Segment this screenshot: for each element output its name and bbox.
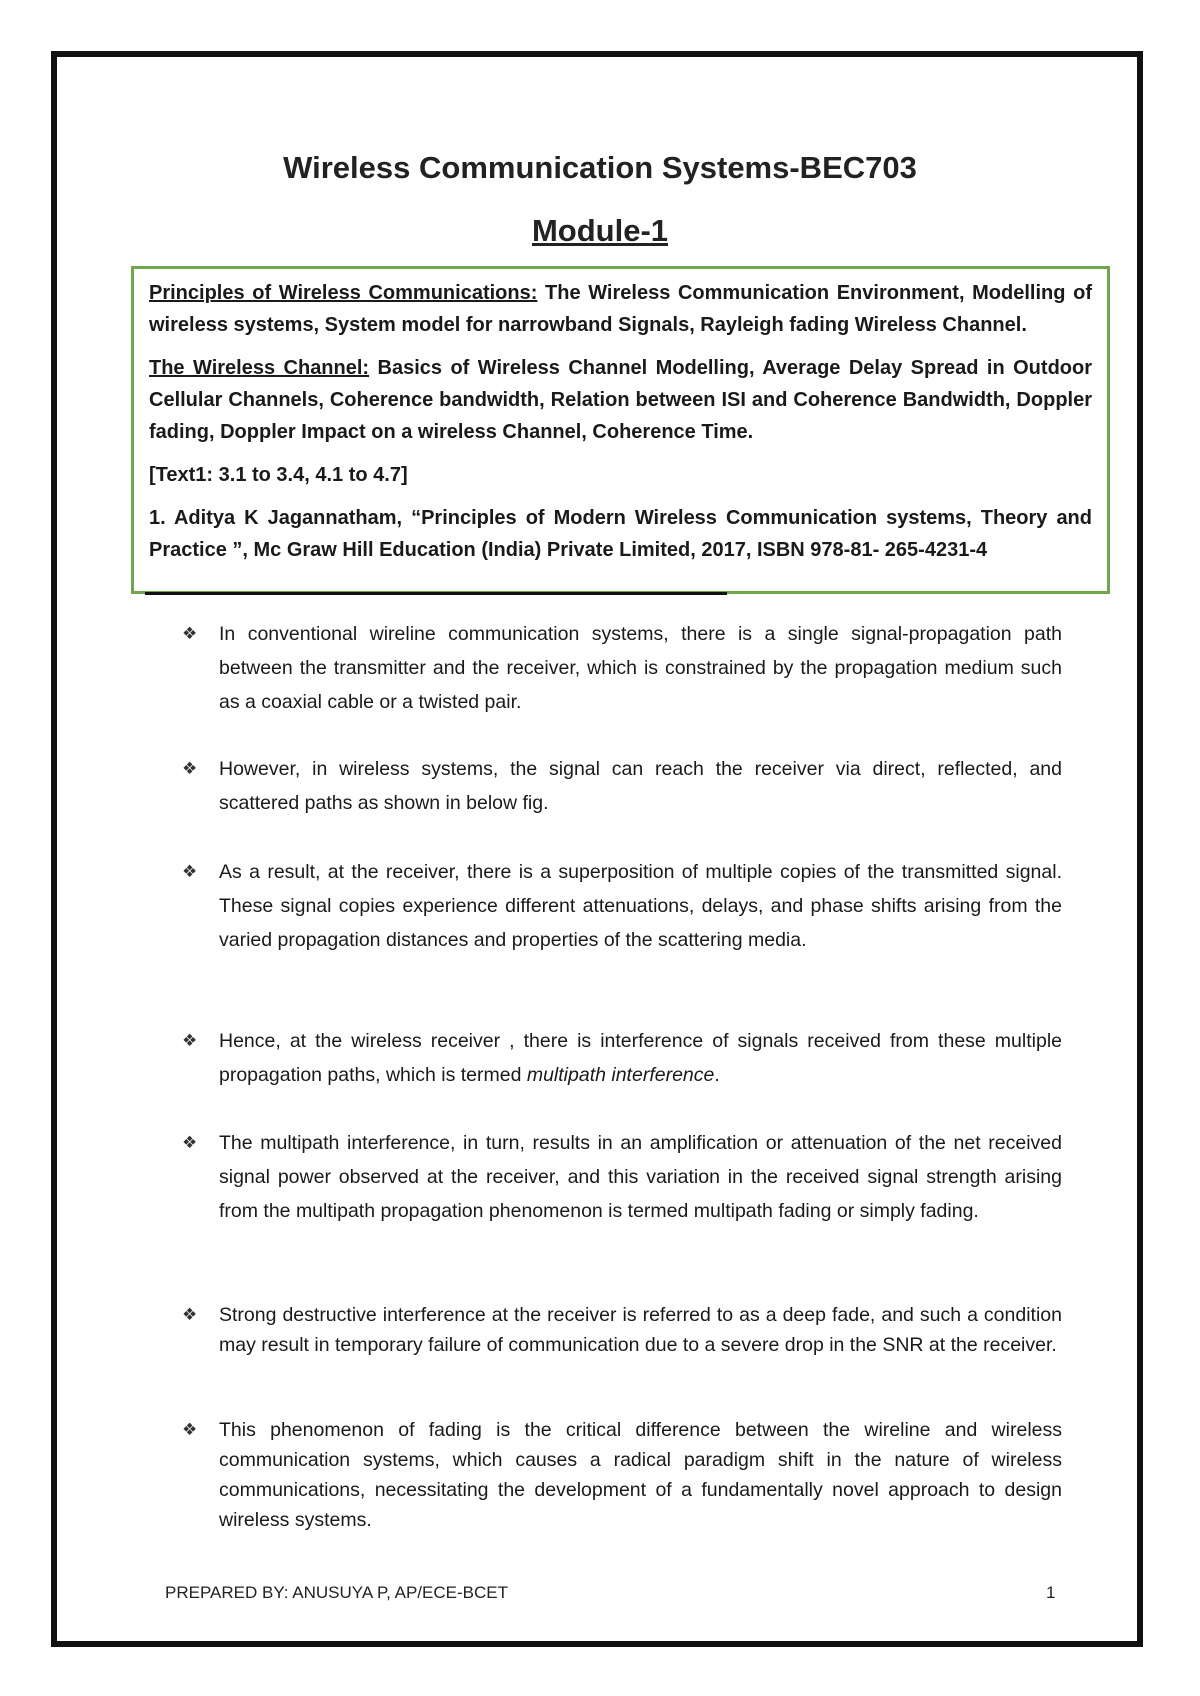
bullet-item-7 [182,1415,1062,1535]
bullet-text: As a result, at the receiver, there is a superposition of multiple copies of the transmitted signal. These signal copies experience different attenuations, delays, and phase shifts arising from the varied propagation distances and properties of the scattering media. [219,861,1062,951]
bullet-text-after: . [714,1064,720,1086]
syllabus-paragraph-2 [149,352,1092,448]
bullet-text: However, in wireless systems, the signal can reach the receiver via direct, reflected, and scattered paths as shown in below fig. [219,758,1062,814]
bullet-text: In conventional wireline communication systems, there is a single signal-propagation path between the transmitter and the receiver, which is constrained by the propagation medium such as a coaxial cable or a twisted pair. [219,623,1062,713]
bullet-text-before: Hence, at the wireless receiver , there is interference of signals received from these multiple propagation paths, which is termed [219,1030,1062,1086]
syllabus-text-channel: Basics of Wireless Channel Modelling, Average Delay Spread in Outdoor Cellular Channels, Coherence bandwidth, Relation between ISI and Coherence Bandwidth, Doppler fading, Doppler Impact on a wireless Channel, Coherence Time. [149,357,1092,443]
syllabus-text-reference: [Text1: 3.1 to 3.4, 4.1 to 4.7] [149,464,408,486]
bullet-text: This phenomenon of fading is the critical difference between the wireline and wireless communication systems, which causes a radical paradigm shift in the nature of wireless communications, necessitating the development of a fundamentally novel approach to design wireless systems. [219,1419,1062,1531]
diamond-bullet-icon: ❖ [182,862,198,881]
bullet-item-4 [182,1024,1062,1092]
bullet-text [219,1024,1062,1092]
diamond-bullet-icon: ❖ [182,1420,198,1439]
bullet-item-5 [182,1126,1062,1228]
bullet-text-emphasis: multipath interference [526,1064,715,1086]
diamond-bullet-icon: ❖ [182,1031,198,1050]
diamond-bullet-icon: ❖ [182,1133,198,1152]
syllabus-paragraph-1 [149,277,1092,341]
bullet-text: Strong destructive interference at the receiver is referred to as a deep fade, and such a condition may result in temporary failure of communication due to a severe drop in the SNR at the receiver. [219,1304,1062,1356]
bullet-item-3 [182,855,1062,957]
footer-prepared-by: PREPARED BY: ANUSUYA P, AP/ECE-BCET [165,1583,508,1602]
syllabus-textbook: 1. Aditya K Jagannatham, “Principles of Modern Wireless Communication systems, Theory and Practice ”, Mc Graw Hill Education (India) Private Limited, 2017, ISBN 978-81- 265-4231-4 [149,507,1092,561]
bullet-text: The multipath interference, in turn, results in an amplification or attenuation of the net received signal power observed at the receiver, and this variation in the received signal strength arising from the multipath propagation phenomenon is termed multipath fading or simply fading. [219,1132,1062,1222]
document-title: Wireless Communication Systems-BEC703 [283,150,917,185]
diamond-bullet-icon: ❖ [182,759,198,778]
box-underline-rule [145,592,727,595]
bullet-item-6 [182,1300,1062,1360]
module-heading: Module-1 [531,213,669,248]
syllabus-heading-channel: The Wireless Channel: [149,357,370,379]
syllabus-box [131,266,1110,594]
syllabus-text-principles: The Wireless Communication Environment, Modelling of wireless systems, System model for narrowband Signals, Rayleigh fading Wireless Channel. [149,282,1092,336]
bullet-item-1 [182,617,1062,719]
diamond-bullet-icon: ❖ [182,1305,198,1324]
diamond-bullet-icon: ❖ [182,624,198,643]
bullet-item-2 [182,752,1062,820]
footer-page-number: 1 [1046,1583,1056,1602]
syllabus-heading-principles: Principles of Wireless Communications: [149,282,538,304]
